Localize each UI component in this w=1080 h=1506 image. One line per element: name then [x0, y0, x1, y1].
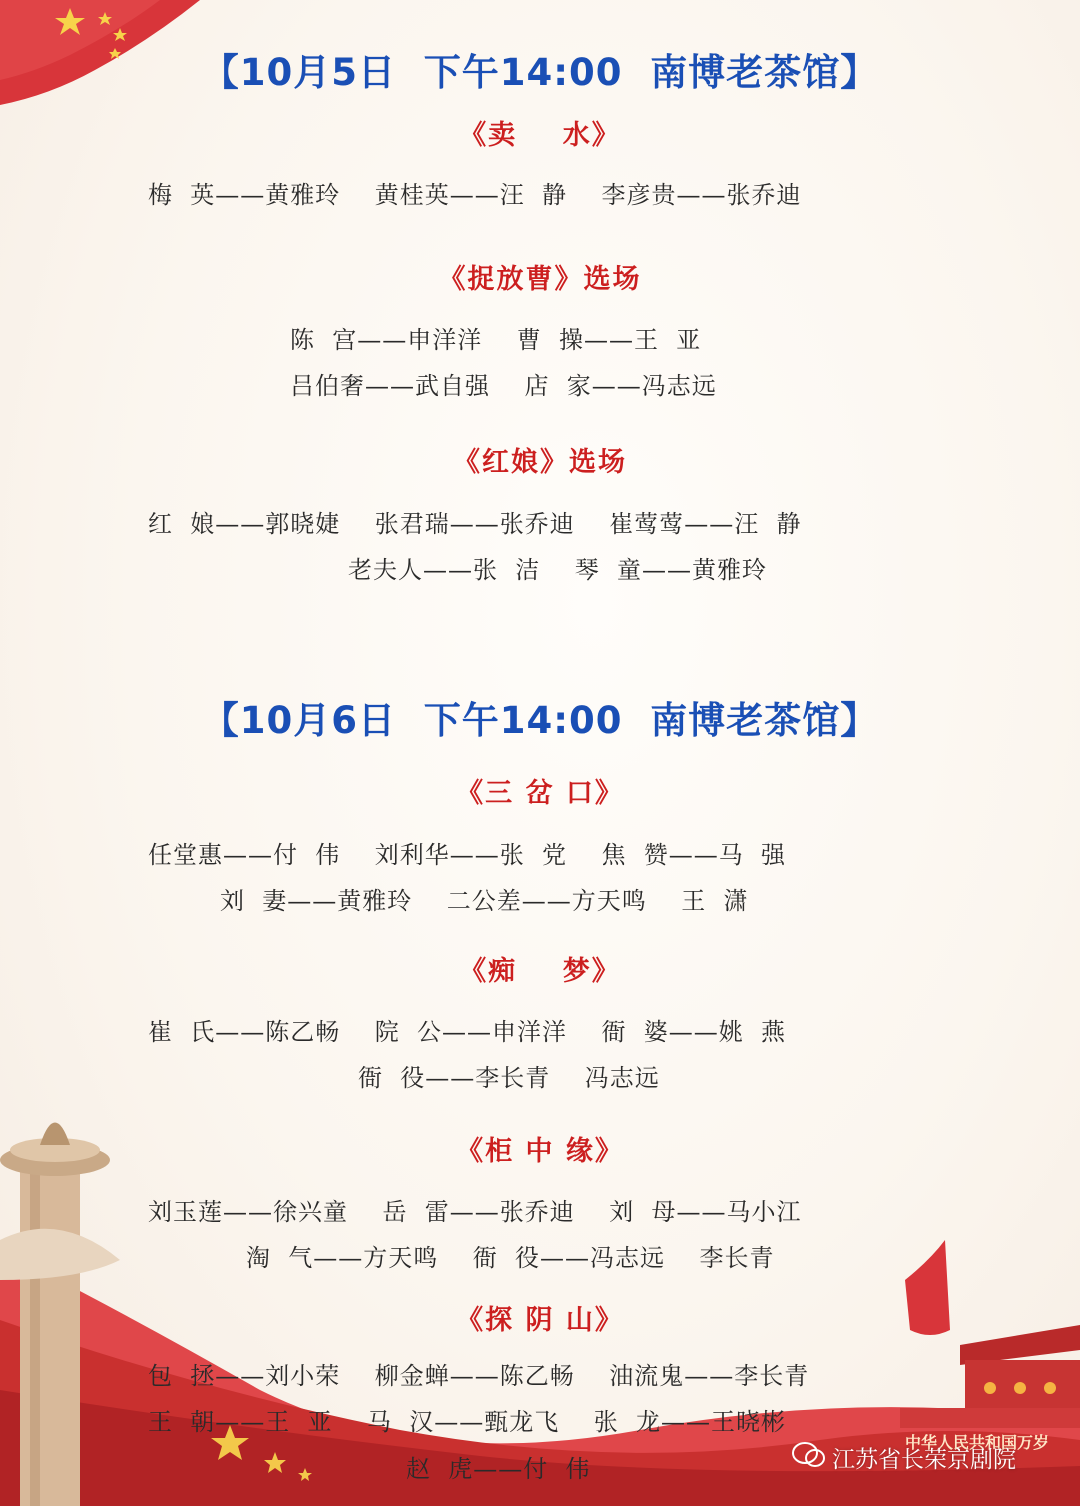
play-title: 《探 阴 山》 — [456, 1305, 624, 1336]
cast-line: 淘 气——方天鸣 衙 役——冯志远 李长青 — [246, 1244, 775, 1272]
cast-line: 赵 虎——付 伟 — [406, 1455, 591, 1483]
cast-line: 衙 役——李长青 冯志远 — [358, 1064, 660, 1092]
play-title: 《痴 梦》 — [459, 956, 621, 987]
play-title: 《捉放曹》选场 — [438, 264, 642, 295]
cast-line: 包 拯——刘小荣 柳金蝉——陈乙畅 油流鬼——李长青 — [148, 1362, 810, 1390]
date-header: 【10月5日 下午14:00 南博老茶馆】 — [201, 51, 879, 94]
watermark-text: 江苏省长荣京剧院 — [832, 1447, 1016, 1473]
wechat-icon — [792, 1441, 826, 1469]
play-title: 《卖 水》 — [459, 120, 621, 151]
play-title: 《三 岔 口》 — [456, 778, 624, 809]
cast-line: 吕伯奢——武自强 店 家——冯志远 — [290, 372, 717, 400]
date-header: 【10月6日 下午14:00 南博老茶馆】 — [201, 699, 879, 742]
cast-line: 刘玉莲——徐兴童 岳 雷——张乔迪 刘 母——马小江 — [148, 1198, 802, 1226]
cast-line: 王 朝——王 亚 马 汉——甄龙飞 张 龙——王晓彬 — [148, 1408, 787, 1436]
cast-line: 陈 宫——申洋洋 曹 操——王 亚 — [290, 326, 702, 354]
play-title: 《柜 中 缘》 — [456, 1136, 624, 1167]
cast-line: 任堂惠——付 伟 刘利华——张 党 焦 赞——马 强 — [148, 841, 787, 869]
cast-line: 崔 氏——陈乙畅 院 公——申洋洋 衙 婆——姚 燕 — [148, 1018, 787, 1046]
play-title: 《红娘》选场 — [453, 447, 627, 478]
cast-line: 老夫人——张 洁 琴 童——黄雅玲 — [348, 556, 768, 584]
cast-line: 红 娘——郭晓婕 张君瑞——张乔迪 崔莺莺——汪 静 — [148, 510, 802, 538]
gate-banner-text: 中华人民共和国万岁 — [905, 1433, 1050, 1452]
cast-line: 梅 英——黄雅玲 黄桂英——汪 静 李彦贵——张乔迪 — [148, 181, 802, 209]
cast-line: 刘 妻——黄雅玲 二公差——方天鸣 王 潇 — [220, 887, 749, 915]
